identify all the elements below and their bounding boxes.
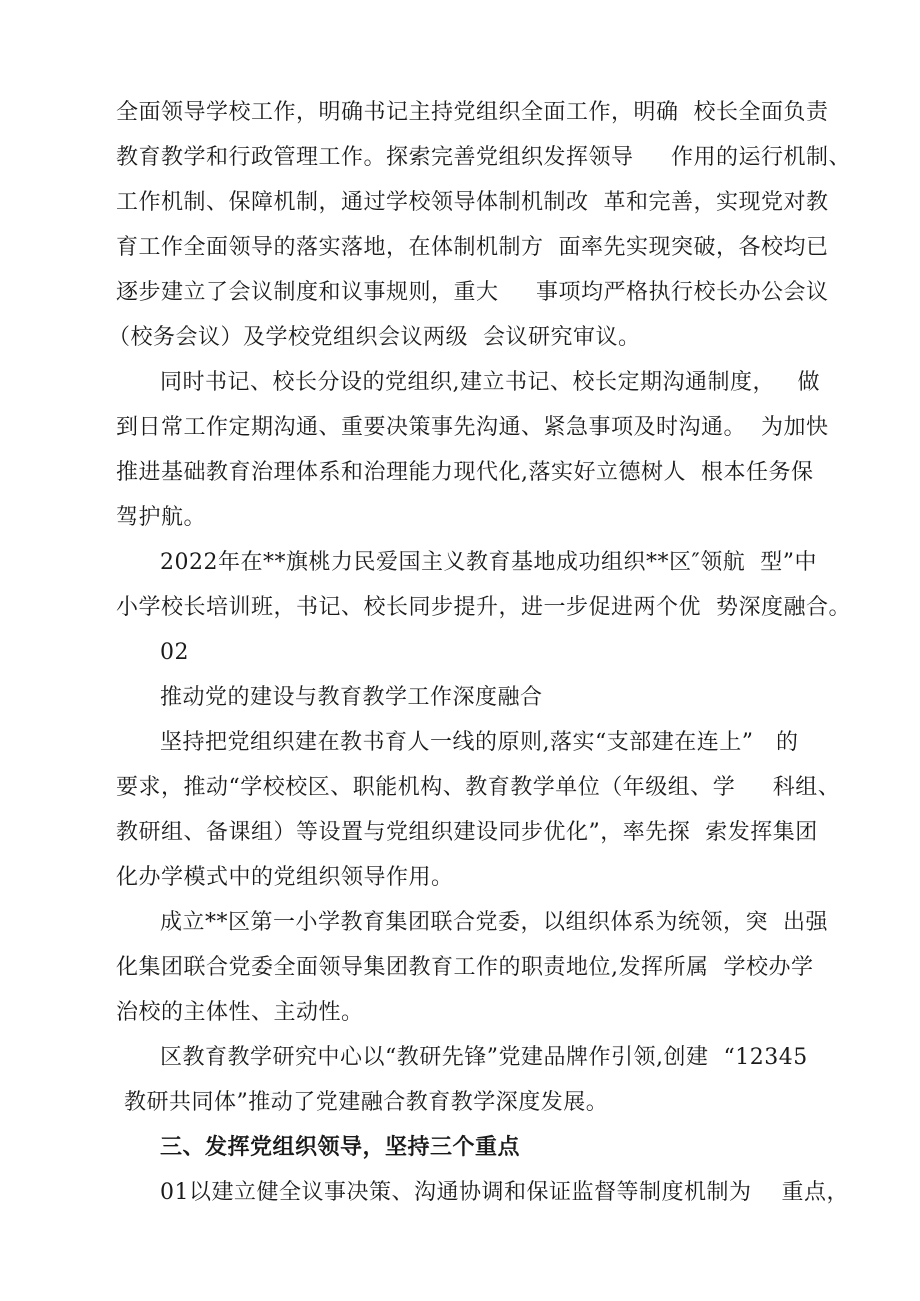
text-line-19: 成立**区第一小学教育集团联合党委，以组织体系为统领，突 出强: [160, 910, 828, 935]
text-line-10: 驾护航。: [116, 505, 207, 530]
text-line-3: 工作机制、保障机制，通过学校领导体制机制改 革和完善，实现党对教: [116, 190, 829, 215]
text-line-25: 01以建立健全议事决策、沟通协调和保证监督等制度机制为 重点，: [160, 1180, 849, 1205]
text-line-6: （校务会议）及学校党组织会议两级 会议研究审议。: [108, 325, 641, 350]
text-line-16: 要求，推动“学校校区、职能机构、教育教学单位（年级组、学 科组、: [116, 775, 841, 800]
text-line-11: 2022年在**旗桃力民爱国主义教育基地成功组织**区″领航 型”中: [160, 550, 817, 575]
text-line-4: 育工作全面领导的落实落地，在体制机制方 面率先实现突破，各校均已: [116, 235, 829, 260]
text-line-21: 治校的主体性、主动性。: [116, 1000, 364, 1025]
text-line-8: 到日常工作定期沟通、重要决策事先沟通、紧急事项及时沟通。 为加快: [116, 415, 829, 440]
text-line-22: 区教育教学研究中心以“教研先锋”党建品牌作引领,创建 “12345: [160, 1045, 808, 1070]
section-heading: 推动党的建设与教育教学工作深度融合: [160, 685, 543, 710]
text-line-7: 同时书记、校长分设的党组织,建立书记、校长定期沟通制度， 做: [160, 370, 820, 395]
text-line-5: 逐步建立了会议制度和议事规则，重大 事项均严格执行校长办公会议: [116, 280, 829, 305]
text-line-1: 全面领导学校工作，明确书记主持党组织全面工作，明确 校长全面负责: [116, 100, 829, 125]
text-line-2: 教育教学和行政管理工作。探索完善党组织发挥领导 作用的运行机制、: [116, 145, 851, 170]
text-line-18: 化办学模式中的党组织领导作用。: [116, 865, 454, 890]
section-number-02: 02: [160, 640, 189, 665]
text-line-9: 推进基础教育治理体系和治理能力现代化,落实好立德树人 根本任务保: [116, 460, 814, 485]
text-line-17: 教研组、备课组）等设置与党组织建设同步优化”，率先探 索发挥集团: [116, 820, 818, 845]
text-line-23: 教研共同体”推动了党建融合教育教学深度发展。: [124, 1090, 609, 1115]
text-line-12: 小学校长培训班，书记、校长同步提升，进一步促进两个优 势深度融合。: [116, 595, 851, 620]
text-line-15: 坚持把党组织建在教书育人一线的原则,落实“支部建在连上” 的: [160, 730, 799, 755]
chapter-heading: 三、发挥党组织领导，坚持三个重点: [160, 1135, 521, 1160]
text-line-20: 化集团联合党委全面领导集团教育工作的职责地位,发挥所属 学校办学: [116, 955, 814, 980]
